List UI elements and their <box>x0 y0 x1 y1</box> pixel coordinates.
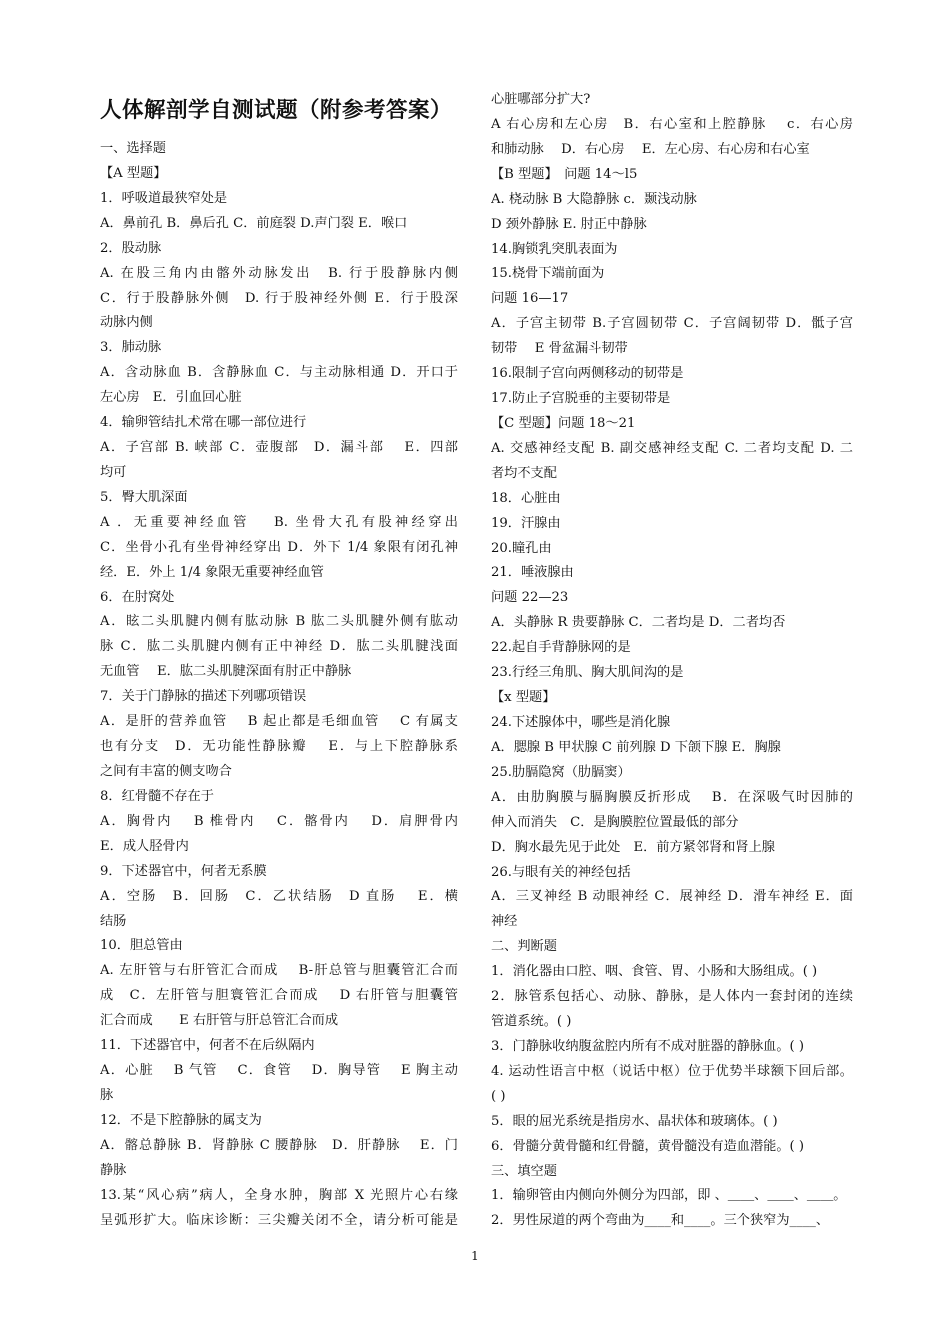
right_column-line: A．三叉神经 B 动眼神经 C．展神经 D．滑车神经 E．面 <box>491 889 853 905</box>
right_column-line: 18．心脏由 <box>491 490 561 506</box>
right_column-line: 神经 <box>491 914 518 930</box>
left_column-line: 动脉内侧 <box>100 315 153 331</box>
right_column-line: 韧带 E 骨盆漏斗韧带 <box>491 341 628 357</box>
right_column-line: 19．汗腺由 <box>491 515 561 531</box>
right_column-line: 6．骨髓分黄骨髓和红骨髓，黄骨髓没有造血潜能。( ) <box>491 1138 804 1154</box>
left_column-line: A ．无重要神经血管 B. 坐骨大孔有股神经穿出 <box>100 514 458 530</box>
left_column-line: 9．下述器官中，何者无系膜 <box>100 863 267 879</box>
left_column-line: 也有分支 D．无功能性静脉瓣 E．与上下腔静脉系 <box>100 739 458 755</box>
right_column-line: 2．男性尿道的两个弯曲为____和____。三个狭窄为____、 <box>491 1213 830 1229</box>
left_column-line: A．含动脉血 B．含静脉血 C．与主动脉相通 D．开口于 <box>100 365 458 381</box>
right_column-line: 【B 型题】 问题 14～l5 <box>491 166 638 182</box>
right_column-line: D 颈外静脉 E. 肘正中静脉 <box>491 216 647 232</box>
right_column-line: 23.行经三角肌、胸大肌间沟的是 <box>491 665 684 681</box>
left_column-line: C．行于股静脉外侧 D. 行于股神经外侧 E．行于股深 <box>100 290 458 306</box>
left_column-line: 2．股动脉 <box>100 240 162 256</box>
right_column-line: 16.限制子宫向两侧移动的韧带是 <box>491 366 684 382</box>
left_column-line: A. 在股三角内由髂外动脉发出 B. 行于股静脉内侧 <box>100 265 458 281</box>
right_column-line: 管道系统。( ) <box>491 1014 572 1030</box>
left_column-line: E．成人胫骨内 <box>100 838 189 854</box>
left_column-line: 11．下述器官中，何者不在后纵隔内 <box>100 1038 315 1054</box>
left_column-line: 脉 <box>100 1087 114 1103</box>
right_column-line: D．胸水最先见于此处 E．前方紧邻肾和肾上腺 <box>491 839 775 855</box>
left_column-line: 结肠 <box>100 913 127 929</box>
right_column-line: A. 交感神经支配 B. 副交感神经支配 C. 二者均支配 D. 二 <box>491 440 853 456</box>
right_column-line: 伸入而消失 C．是胸膜腔位置最低的部分 <box>491 814 739 830</box>
left_column-line: 左心房 E．引血回心脏 <box>100 390 242 406</box>
left_column-line: 之间有丰富的侧支吻合 <box>100 764 232 779</box>
left_column-line: 5．臀大肌深面 <box>100 489 188 505</box>
page-number: 1 <box>471 1249 479 1263</box>
left_column-line: 4．输卵管结扎术常在哪一部位进行 <box>100 415 307 431</box>
left_column-line: A. 左肝管与右肝管汇合而成 B-肝总管与胆囊管汇合而 <box>100 963 458 979</box>
left_column-line: 经．E．外上 1/4 象限无重要神经血管 <box>100 564 324 580</box>
left_column-line: A．是肝的营养血管 B 起止都是毛细血管 C 有属支 <box>100 714 458 730</box>
right_column-line: A. 桡动脉 B 大隐静脉 c．颞浅动脉 <box>491 191 697 207</box>
right_column-line: 【x 型题】 <box>491 690 556 706</box>
left_column-line: A．鼻前孔 B．鼻后孔 C．前庭裂 D.声门裂 E．喉口 <box>100 215 408 231</box>
left_column-line: 8．红骨髓不存在于 <box>100 788 214 804</box>
left_column-line: 无血管 E．肱二头肌腱深面有肘正中静脉 <box>100 664 352 680</box>
document-title: 人体解剖学自测试题（附参考答案） <box>100 98 453 123</box>
left_column-line: A．空肠 B．回肠 C．乙状结肠 D 直肠 E．横 <box>100 888 458 904</box>
right_column-line: 24.下述腺体中，哪些是消化腺 <box>491 715 671 730</box>
right_column-line: 25.肋膈隐窝（肋膈窦） <box>491 764 631 780</box>
right_column-line: A 右心房和左心房 B．右心室和上腔静脉 c．右心房 <box>491 116 853 132</box>
right_column-line: 15.桡骨下端前面为 <box>491 266 605 282</box>
right_column-line: A．头静脉 R 贵要静脉 C．二者均是 D．二者均否 <box>491 615 786 631</box>
left_column-line: 静脉 <box>100 1162 127 1178</box>
right_column-line: ( ) <box>491 1088 506 1104</box>
right_column-line: A．腮腺 B 甲状腺 C 前列腺 D 下颌下腺 E．胸腺 <box>491 739 781 755</box>
right_column-line: 17.防止子宫脱垂的主要韧带是 <box>491 391 671 407</box>
right_column-line: 三、填空题 <box>491 1163 557 1179</box>
right_column-line: A．由肋胸膜与膈胸膜反折形成 B．在深吸气时因肺的 <box>491 789 853 805</box>
left_column-line: 3．肺动脉 <box>100 340 162 356</box>
left_column-line: 成 C．左肝管与胆寰管汇合而成 D 右肝管与胆囊管 <box>100 988 458 1004</box>
left_column-line: A．心脏 B 气管 C．食管 D．胸导管 E 胸主动 <box>100 1063 458 1079</box>
left_column-line: 脉 C．肱二头肌腱内侧有正中神经 D．肱二头肌腱浅面 <box>100 639 458 655</box>
left_column-line: C．坐骨小孔有坐骨神经穿出 D．外下 1/4 象限有闭孔神 <box>100 539 458 555</box>
left_column-line: A．子宫部 B. 峡部 C．壶腹部 D．漏斗部 E．四部 <box>100 440 458 456</box>
right_column-line: 21．唾液腺由 <box>491 565 574 581</box>
right_column-line: 14.胸锁乳突肌表面为 <box>491 241 618 257</box>
right_column-line: 26.与眼有关的神经包括 <box>491 864 631 880</box>
left_column-line: A．眩二头肌腱内侧有肱动脉 B 肱二头肌腱外侧有肱动 <box>100 614 458 630</box>
left_column-line: 7．关于门静脉的描述下列哪项错误 <box>100 689 307 705</box>
left_column-line: 13.某“风心病”病人，全身水肿，胸部 X 光照片心右缘 <box>100 1187 458 1203</box>
right_column-line: 3．门静脉收纳腹盆腔内所有不成对脏器的静脉血。( ) <box>491 1038 804 1054</box>
left_column-line: 均可 <box>100 464 127 480</box>
left_column-line: 【A 型题】 <box>100 165 167 181</box>
right_column-line: 22.起自手背静脉网的是 <box>491 640 631 656</box>
right_column-line: 和肺动脉 D．右心房 E．左心房、右心房和右心室 <box>491 141 810 157</box>
right_column-line: 4. 运动性语言中枢（说话中枢）位于优势半球额下回后部。 <box>491 1063 853 1079</box>
left_column-line: 汇合而成 E 右肝管与肝总管汇合而成 <box>100 1013 339 1029</box>
left_column-line: 一、选择题 <box>100 141 166 156</box>
right_column-line: 【C 型题】问题 18～21 <box>491 415 636 431</box>
right_column-line: 心脏哪部分扩大? <box>491 92 591 107</box>
right_column-line: 1．消化器由口腔、咽、食管、胃、小肠和大肠组成。( ) <box>491 964 818 980</box>
right_column-line: A．子宫主韧带 B.子宫圆韧带 C．子宫阔韧带 D．骶子宫 <box>491 316 853 332</box>
right_column-line: 问题 16—17 <box>491 291 569 307</box>
left_column-line: 12．不是下腔静脉的属支为 <box>100 1112 262 1128</box>
left_column-line: 1．呼吸道最狭窄处是 <box>100 190 228 206</box>
right_column-line: 2．脉管系包括心、动脉、静脉，是人体内一套封闭的连续 <box>491 989 853 1005</box>
right_column-line: 二、判断题 <box>491 939 557 955</box>
right_column-line: 1．输卵管由内侧向外侧分为四部，即 、＿＿、＿＿、＿＿。 <box>491 1188 847 1204</box>
left_column-line: 6．在肘窝处 <box>100 589 175 605</box>
right_column-line: 5．眼的屈光系统是指房水、晶状体和玻璃体。( ) <box>491 1113 778 1129</box>
right_column-line: 者均不支配 <box>491 465 557 481</box>
right_column-line: 问题 22—23 <box>491 590 569 606</box>
left_column-line: A．髂总静脉 B．肾静脉 C 腰静脉 D．肝静脉 E．门 <box>100 1137 458 1153</box>
left_column-line: 呈弧形扩大。临床诊断：三尖瓣关闭不全，请分析可能是 <box>100 1212 458 1228</box>
left_column-line: A．胸骨内 B 椎骨内 C．髂骨内 D．肩胛骨内 <box>100 813 458 829</box>
right_column-line: 20.瞳孔由 <box>491 540 552 556</box>
left_column-line: 10．胆总管由 <box>100 938 183 954</box>
